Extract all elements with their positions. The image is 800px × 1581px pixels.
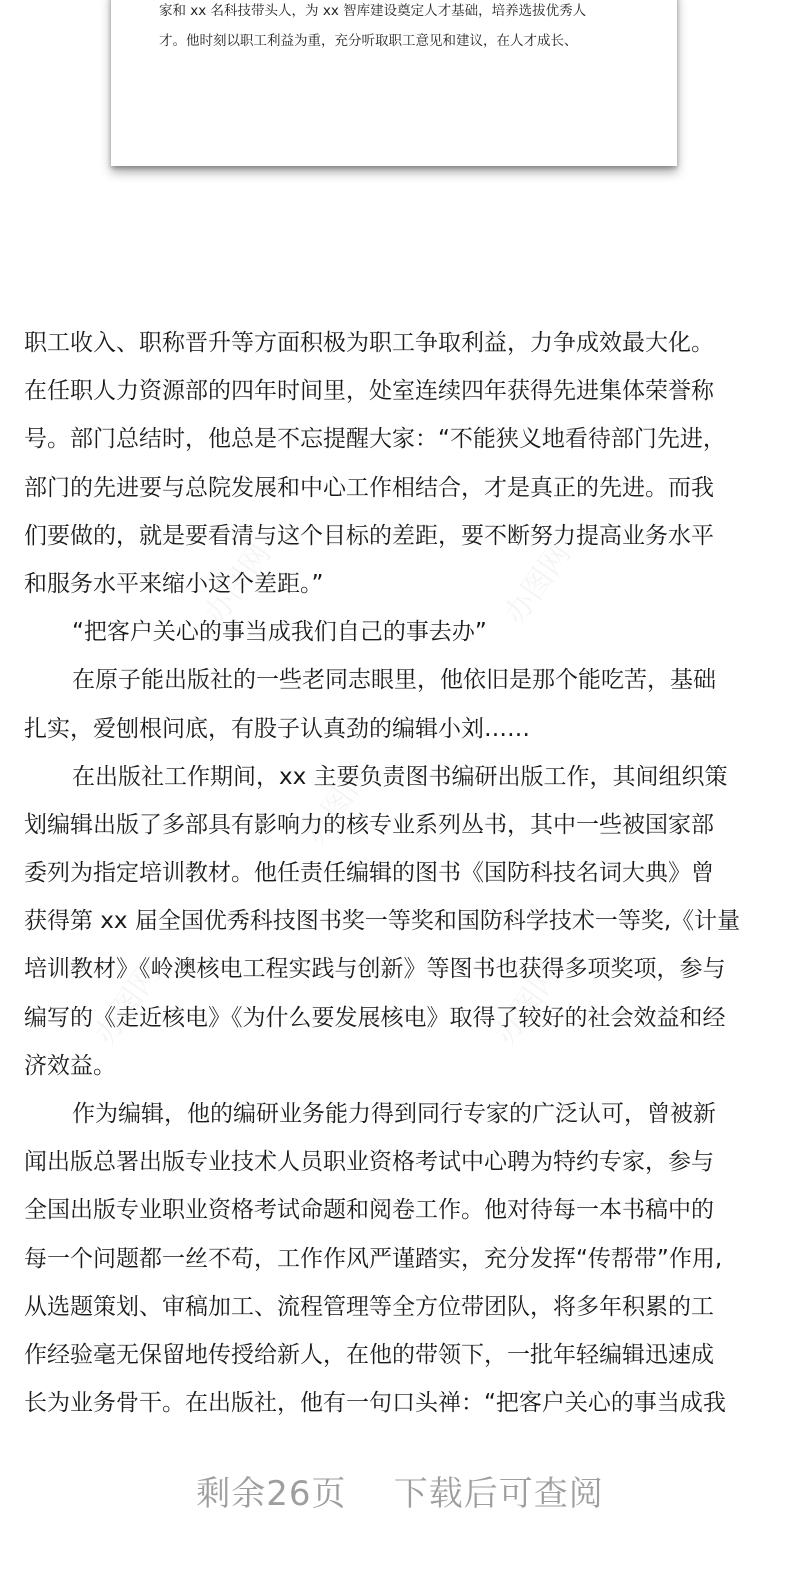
body-line: 号。部门总结时，他总是不忘提醒大家：“不能狭义地看待部门先进， — [24, 426, 726, 453]
card-text-line: 才。他时刻以职工利益为重，充分听取职工意见和建议，在人才成长、 — [159, 33, 578, 49]
body-line: 长为业务骨干。在出版社，他有一句口头禅：“把客户关心的事当成我 — [24, 1390, 726, 1417]
body-line: 从选题策划、审稿加工、流程管理等全方位带团队，将多年积累的工 — [24, 1293, 714, 1320]
download-hint-label: 下载后可查阅 — [393, 1474, 604, 1514]
body-line: 作经验毫无保留地传授给新人，在他的带领下，一批年轻编辑迅速成 — [24, 1341, 714, 1368]
card-text-line: 家和 xx 名科技带头人，为 xx 智库建设奠定人才基础，培养选拔优秀人 — [159, 3, 587, 19]
body-line: 在任职人力资源部的四年时间里，处室连续四年获得先进集体荣誉称 — [24, 378, 714, 405]
body-line: 济效益。 — [24, 1052, 116, 1079]
body-line: 职工收入、职称晋升等方面积极为职工争取利益，力争成效最大化。 — [24, 330, 714, 356]
preview-page-card — [111, 0, 677, 166]
body-line: 扎实，爱刨根问底，有股子认真劲的编辑小刘…… — [24, 715, 530, 742]
remaining-pages-banner[interactable] — [0, 1466, 800, 1515]
body-line: 获得第 xx 届全国优秀科技图书奖一等奖和国防科学技术一等奖,《计量 — [24, 908, 741, 935]
body-line: 培训教材》《岭澳核电工程实践与创新》等图书也获得多项奖项，参与 — [24, 956, 726, 983]
body-line: 们要做的，就是要看清与这个目标的差距，要不断努力提高业务水平 — [24, 522, 714, 549]
body-line: 和服务水平来缩小这个差距。” — [24, 570, 324, 597]
body-line: 委列为指定培训教材。他任责任编辑的图书《国防科技名词大典》曾 — [24, 860, 714, 887]
body-line: 每一个问题都一丝不苟，工作作风严谨踏实，充分发挥“传帮带”作用, — [24, 1245, 723, 1272]
body-line: 划编辑出版了多部具有影响力的核专业系列丛书，其中一些被国家部 — [24, 811, 714, 838]
body-line: 在原子能出版社的一些老同志眼里，他依旧是那个能吃苦，基础 — [72, 667, 716, 694]
body-line: 编写的《走近核电》《为什么要发展核电》取得了较好的社会效益和经 — [24, 1004, 726, 1031]
section-heading: “把客户关心的事当成我们自己的事去办” — [72, 619, 487, 646]
document-body — [24, 319, 776, 1427]
body-line: 在出版社工作期间，xx 主要负责图书编研出版工作，其间组织策 — [72, 763, 728, 790]
body-line: 作为编辑，他的编研业务能力得到同行专家的广泛认可，曾被新 — [72, 1101, 716, 1127]
body-line: 部门的先进要与总院发展和中心工作相结合，才是真正的先进。而我 — [24, 474, 714, 501]
body-line: 闻出版总署出版专业技术人员职业资格考试中心聘为特约专家，参与 — [24, 1149, 714, 1176]
remaining-pages-label: 剩余26页 — [196, 1474, 347, 1514]
body-line: 全国出版专业职业资格考试命题和阅卷工作。他对待每一本书稿中的 — [24, 1197, 714, 1224]
